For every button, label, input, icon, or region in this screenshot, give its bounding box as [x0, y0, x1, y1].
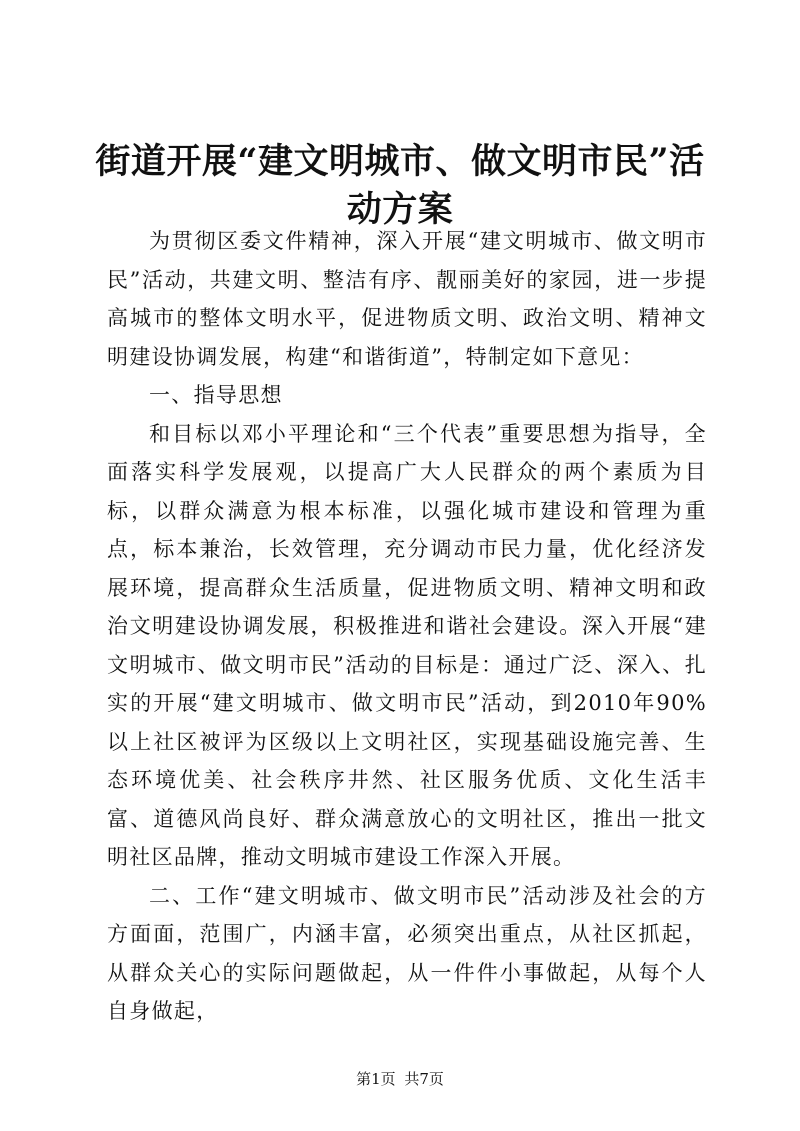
page-total: 共7页	[404, 1070, 444, 1088]
document-title: 街道开展“建文明城市、做文明市民”活动方案	[95, 141, 705, 230]
document-body	[107, 222, 707, 1031]
page-number: 第1页	[356, 1070, 396, 1088]
page-footer	[0, 1069, 800, 1089]
section-heading-guiding-ideology: 一、指导思想	[149, 383, 283, 407]
paragraph-work: 二、工作“建文明城市、做文明市民”活动涉及社会的方方面面，范围广，内涵丰富，必须突出重点，从社区抓起，从群众关心的实际问题做起，从一件件小事做起，从每个人自身做起，	[107, 883, 707, 1023]
paragraph-goals: 和目标以邓小平理论和“三个代表”重要思想为指导，全面落实科学发展观，以提高广大人民群众的两个素质为目标，以群众满意为根本标准，以强化城市建设和管理为重点，标本兼治，长效管理，充分调动市民力量，优化经济发展环境，提高群众生活质量，促进物质文明、精神文明和政治文明建设协调发展，积极推进和谐社会建设。深入开展“建文明城市、做文明市民”活动的目标是：通过广泛、深入、扎实的开展“建文明城市、做文明市民”活动，到2010年90%以上社区被评为区级以上文明社区，实现基础设施完善、生态环境优美、社会秩序井然、社区服务优质、文化生活丰富、道德风尚良好、群众满意放心的文明社区，推出一批文明社区品牌，推动文明城市建设工作深入开展。	[107, 421, 707, 869]
paragraph-intro: 为贯彻区委文件精神，深入开展“建文明城市、做文明市民”活动，共建文明、整洁有序、靓丽美好的家园，进一步提高城市的整体文明水平，促进物质文明、政治文明、精神文明建设协调发展，构建“和谐街道”，特制定如下意见：	[107, 229, 707, 369]
